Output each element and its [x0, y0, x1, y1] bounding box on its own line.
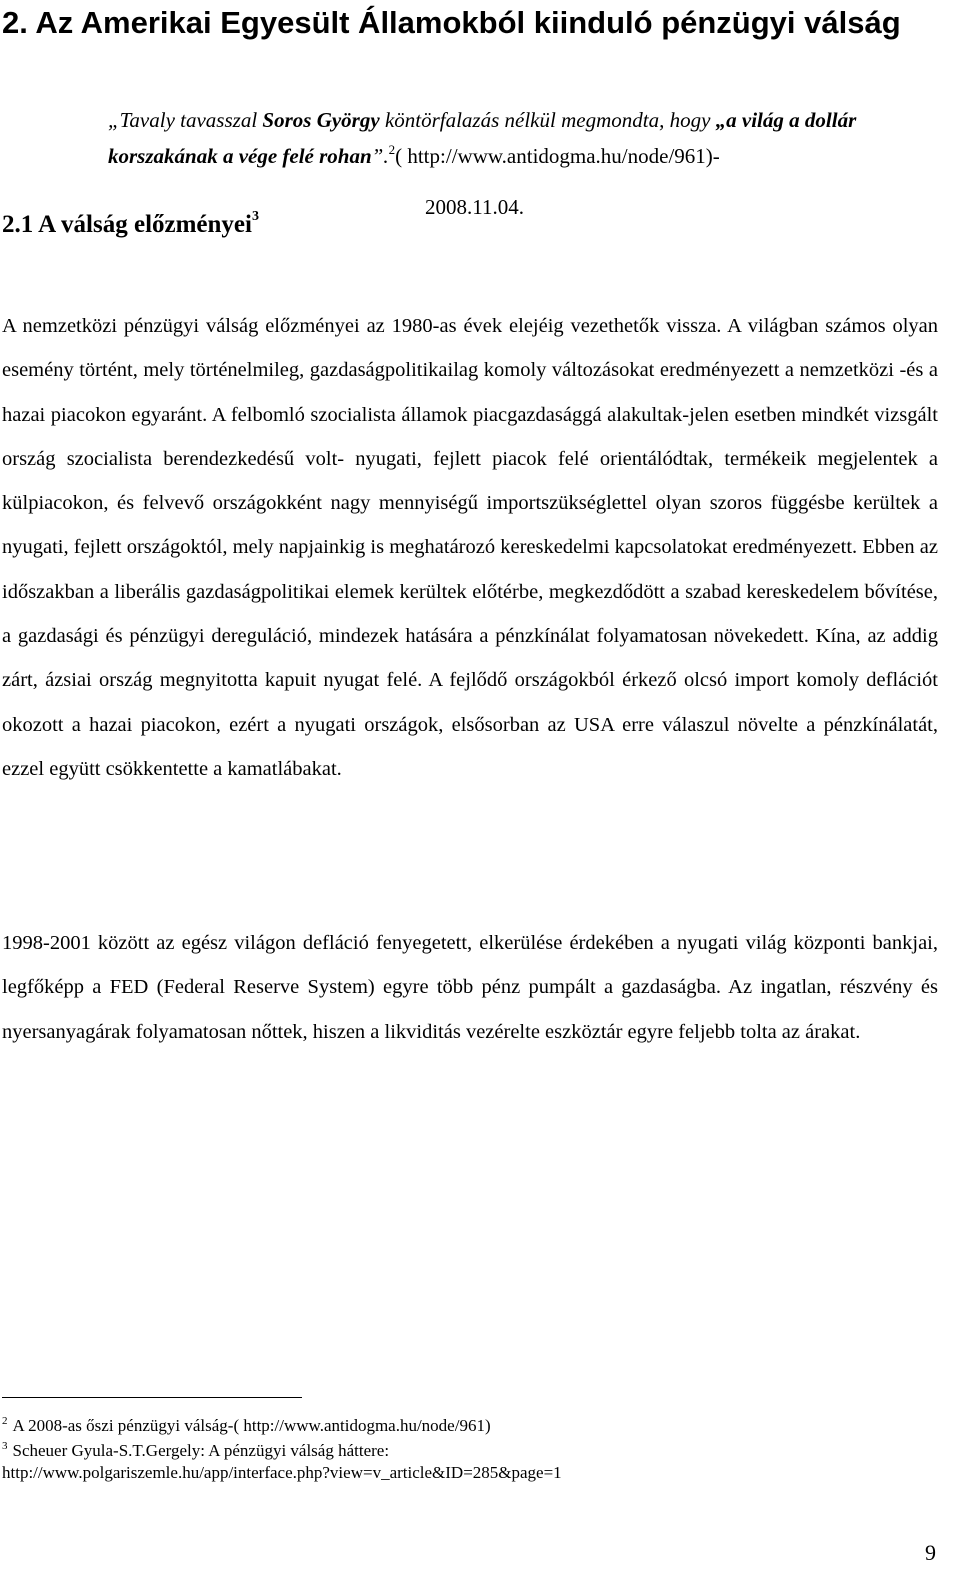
footnote-2 [2, 1416, 938, 1436]
body-paragraph-1: A nemzetközi pénzügyi válság előzményei az 1980-as évek elejéig vezethetők vissza. A világban számos olyan esemény történt, mely történelmileg, gazdaságpolitikailag komoly változásokat eredményezett a nemzetközi -és a hazai piacokon egyaránt. A felbomló szocialista államok piacgazdasággá alakultak-jelen esetben mindkét vizsgált ország szocialista berendezkedésű volt- nyugati, fejlett piacok felé orientálódtak, termékeik megjelentek a külpiacokon, és felvevő országokként nagy mennyiségű importszükséglettel olyan szoros függésbe kerültek a nyugati, fejlett országoktól, mely napjainkig is meghatározó kereskedelmi kapcsolatokat eredményezett. Ebben az időszakban a liberális gazdaságpolitikai elemek kerültek előtérbe, megkezdődött a szabad kereskedelem bővítése, a gazdasági és pénzügyi dereguláció, mindezek hatására a pénzkínálat folyamatosan növekedett. Kína, az addig zárt, ázsiai ország megnyitotta kapuit nyugat felé. A fejlődő országokból érkező olcsó import komoly deflációt okozott a hazai piacokon, ezért a nyugati országok, elsősorban az USA erre válaszul növelte a pénzkínálatát, ezzel együtt csökkentette a kamatlábakat. [2, 315, 938, 780]
section-footnote-ref[interactable]: 3 [251, 209, 259, 224]
quote-bold: „a világ a dollár korszakának a vége felé rohan [108, 108, 857, 168]
footnotes [2, 1416, 938, 1483]
footnote-text: Scheuer Gyula-S.T.Gergely: A pénzügyi válság háttere: [12, 1441, 390, 1460]
quote-end: ”. [371, 144, 389, 168]
footnote-number: 3 [2, 1440, 8, 1452]
quote-date: 2008.11.04. [425, 195, 524, 219]
footnote-text: A 2008-as őszi pénzügyi válság-( http://www.antidogma.hu/node/961) [12, 1416, 491, 1435]
quote-footnote-ref[interactable]: 2 [388, 142, 396, 157]
quote-part2: köntörfalazás nélkül megmondta, hogy [379, 108, 716, 132]
footnote-3 [2, 1441, 938, 1461]
chapter-heading: 2. Az Amerikai Egyesült Államokból kiinduló pénzügyi válság [2, 5, 901, 40]
body-paragraph-2: 1998-2001 között az egész világon defláció fenyegetett, elkerülése érdekében a nyugati világ központi bankjai, legfőképp a FED (Federal Reserve System) egyre több pénz pumpált a gazdaságba. Az ingatlan, részvény és nyersanyagárak folyamatosan nőttek, hiszen a likviditás vezérelte eszköztár egyre feljebb tolta az árakat. [2, 932, 938, 1043]
footnote-3-link[interactable]: http://www.polgariszemle.hu/app/interface.php?view=v_article&ID=285&page=1 [2, 1463, 562, 1482]
page-number: 9 [925, 1540, 936, 1565]
quote-block [108, 102, 938, 174]
footnote-divider [2, 1397, 302, 1398]
footnote-number: 2 [2, 1415, 8, 1427]
quote-source: ( http://www.antidogma.hu/node/961)- [395, 144, 720, 168]
section-heading-text: 2.1 A válság előzményei [2, 211, 252, 238]
section-heading [2, 207, 259, 243]
quote-part1: „Tavaly tavasszal [108, 108, 263, 132]
quote-name: Soros György [262, 108, 380, 132]
